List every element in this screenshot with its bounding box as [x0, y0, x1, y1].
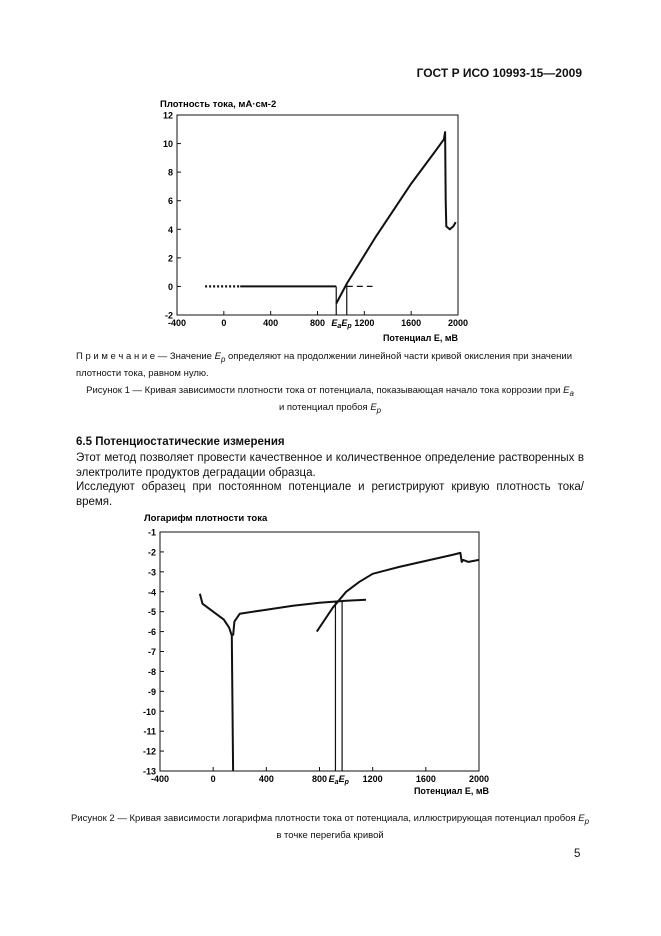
- x-tick-label: 800: [309, 318, 326, 328]
- figure1-note: [76, 350, 584, 381]
- marker-labels: $E_aE_p$: [331, 318, 352, 330]
- series-oxidation: [336, 132, 456, 304]
- figure1-caption-sym2: E: [370, 401, 377, 413]
- document-header: ГОСТ Р ИСО 10993-15—2009: [416, 66, 582, 80]
- y-tick-label: -9: [147, 686, 156, 697]
- y-tick-label: -7: [147, 647, 156, 657]
- marker-label-ea: E: [328, 774, 335, 784]
- series-cathodic: [200, 594, 233, 771]
- y-tick-label: -4: [147, 587, 156, 598]
- figure2-plot-frame: [160, 532, 479, 771]
- figure2-y-axis-label: Логарифм плотности тока: [144, 513, 268, 524]
- x-tick-label: -400: [167, 318, 187, 328]
- marker-label-ep: E: [338, 774, 345, 784]
- note-text-after: определяют на продолжении линейной части кривой окисления при значении плотности тока, равном нулю.: [76, 351, 573, 379]
- figure1-lines: [205, 132, 456, 315]
- figure1-caption-sub2: p: [376, 405, 382, 415]
- note-symbol: E: [214, 351, 221, 362]
- x-tick-label: 0: [210, 774, 216, 784]
- marker-labels: $E_aE_p$: [328, 774, 349, 786]
- y-tick-label: -2: [164, 310, 173, 321]
- y-tick-label: 4: [167, 224, 173, 235]
- figure1-caption-line2: и потенциал пробоя: [278, 401, 371, 413]
- y-tick-label: -8: [147, 666, 156, 677]
- section-paragraph-2: Исследуют образец при постоянном потенциале и регистрируют кривую плотность тока/время.: [76, 481, 584, 508]
- figure2-lines: [200, 553, 479, 771]
- x-tick-label: 2000: [447, 318, 469, 328]
- y-tick-label: -13: [142, 766, 156, 777]
- x-tick-label: 2000: [468, 774, 490, 784]
- y-tick-label: -3: [147, 567, 156, 578]
- figure1-y-axis-label: Плотность тока, мА·см-2: [160, 99, 277, 110]
- note-symbol-sub: p: [220, 354, 226, 364]
- x-tick-label: 400: [258, 774, 274, 784]
- x-tick-label: 1600: [401, 318, 422, 328]
- note-text-before: — Значение: [155, 351, 215, 362]
- figure2-x-axis-label: Потенциал E, мВ: [413, 786, 489, 796]
- series-anodic-passive: [233, 600, 366, 636]
- figure2-caption-sym: E: [578, 813, 585, 824]
- x-tick-label: 0: [221, 318, 227, 328]
- figure2-chart: [100, 505, 490, 800]
- x-tick-label: 1200: [354, 318, 375, 328]
- figure1-chart: [150, 90, 480, 350]
- x-tick-label: 800: [311, 774, 328, 784]
- figure2-ticks: [143, 528, 489, 787]
- figure1-caption-line1: Рисунок 1 — Кривая зависимости плотности тока от потенциала, показывающая начало тока коррозии при: [86, 385, 564, 396]
- section-heading: [76, 436, 285, 448]
- y-tick-label: 8: [167, 167, 173, 178]
- x-tick-label: 1200: [362, 774, 383, 784]
- y-tick-label: -6: [147, 627, 156, 638]
- y-tick-label: -12: [142, 746, 156, 757]
- y-tick-label: 2: [167, 253, 173, 264]
- y-tick-label: -5: [147, 607, 156, 618]
- y-tick-label: -11: [143, 726, 156, 737]
- y-tick-label: -2: [147, 547, 156, 558]
- y-tick-label: 12: [162, 110, 173, 121]
- marker-label-ea: E: [331, 318, 338, 328]
- y-tick-label: 10: [162, 139, 173, 150]
- y-tick-label: -10: [142, 706, 156, 717]
- figure2-caption-line2: в точке перегиба кривой: [276, 829, 384, 841]
- figure1-x-axis-label: Потенциал E, мВ: [382, 333, 458, 343]
- figure1-caption-sym1: E: [563, 385, 570, 396]
- figure2-static-elements: [160, 532, 479, 771]
- figure2-caption-line1: Рисунок 2 — Кривая зависимости логарифма плотности тока от потенциала, иллюстрирующая потенциал пробоя: [70, 813, 579, 824]
- note-prefix: П р и м е ч а н и е: [76, 351, 156, 362]
- x-tick-label: 400: [263, 318, 279, 328]
- figure2-caption-sub: p: [584, 816, 590, 826]
- section-title: Потенциостатические измерения: [95, 436, 285, 448]
- section-paragraph-1: Этот метод позволяет провести качественное и количественное определение растворенных в электролите продуктов деградации образца.: [76, 452, 584, 479]
- y-tick-label: 6: [167, 196, 173, 207]
- marker-label-ep: E: [341, 318, 348, 328]
- figure1-plot-frame: [177, 115, 458, 315]
- section-number: 6.5: [76, 436, 92, 448]
- figure1-caption: [30, 384, 630, 418]
- figure1-ticks: [163, 111, 468, 331]
- y-tick-label: -1: [147, 527, 156, 538]
- y-tick-label: 0: [167, 281, 173, 292]
- x-tick-label: 1600: [415, 774, 436, 784]
- figure1-caption-sub1: a: [569, 388, 574, 398]
- x-tick-label: -400: [150, 774, 170, 784]
- figure2-caption: [30, 812, 630, 843]
- series-transpassive: [317, 553, 479, 632]
- page-number: 5: [574, 848, 581, 860]
- figure1-static-elements: [177, 115, 458, 315]
